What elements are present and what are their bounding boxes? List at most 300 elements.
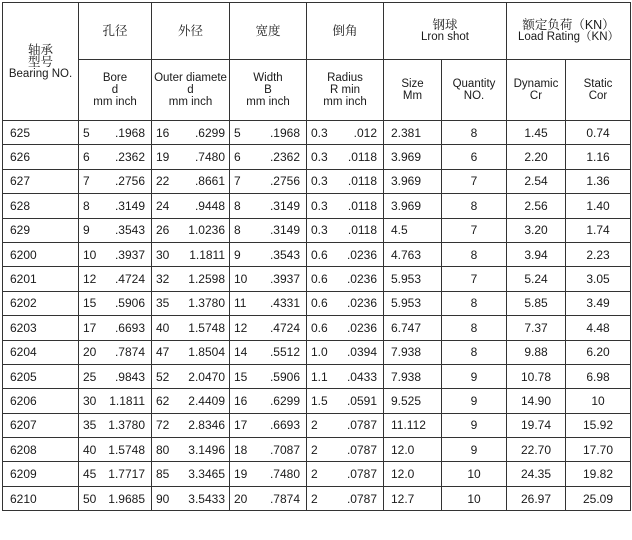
ball-quantity-cell: 8: [442, 291, 507, 315]
bore-cell-mm: 10: [83, 247, 97, 262]
outer-diameter-cell-inch: .6299: [194, 125, 225, 140]
outer-diameter-cell: [152, 145, 230, 169]
ball-quantity-cell: 8: [442, 316, 507, 340]
width-cell-mm: 5: [234, 125, 241, 140]
radius-cell-mm: 0.3: [311, 223, 328, 238]
bore-cell: [79, 169, 152, 193]
table-row: [3, 169, 631, 193]
outer-diameter-cell-inch: 2.4409: [188, 393, 225, 408]
width-cell: [230, 413, 307, 437]
outer-diameter-cell-inch: 1.1811: [189, 247, 225, 262]
radius-cell-mm: 0.3: [311, 174, 328, 189]
radius-cell: [307, 438, 384, 462]
radius-cell-inch: .0787: [346, 418, 377, 433]
width-cell-mm: 16: [234, 393, 248, 408]
bearing-no-cell: 628: [3, 194, 79, 218]
radius-cell-mm: 0.3: [311, 125, 328, 140]
width-cell: [230, 364, 307, 388]
header-load-en: Load Rating（KN）: [518, 31, 619, 43]
static-load-cell: 4.48: [566, 316, 631, 340]
outer-diameter-cell-mm: 40: [156, 320, 170, 335]
outer-diameter-cell-mm: 85: [156, 467, 170, 482]
ball-size-cell: 7.938: [384, 364, 442, 388]
outer-diameter-cell-inch: 2.8346: [188, 418, 225, 433]
header-radius-group: [307, 3, 384, 60]
outer-diameter-cell-inch: .7480: [194, 150, 225, 165]
ball-quantity-cell: 7: [442, 218, 507, 242]
outer-diameter-cell: [152, 267, 230, 291]
outer-diameter-cell: [152, 364, 230, 388]
width-cell: [230, 340, 307, 364]
bore-cell-mm: 25: [83, 369, 97, 384]
bearing-no-cell: 629: [3, 218, 79, 242]
width-cell-mm: 19: [234, 467, 248, 482]
width-cell-mm: 12: [234, 320, 248, 335]
width-cell: [230, 486, 307, 510]
table-row: [3, 462, 631, 486]
bearing-no-cell: 626: [3, 145, 79, 169]
outer-diameter-cell-mm: 32: [156, 272, 170, 287]
bore-cell-mm: 40: [83, 442, 97, 457]
table-row: [3, 267, 631, 291]
radius-cell: [307, 291, 384, 315]
ball-quantity-cell: 9: [442, 389, 507, 413]
outer-diameter-cell: [152, 316, 230, 340]
static-load-cell: 6.20: [566, 340, 631, 364]
bore-cell-mm: 17: [83, 320, 97, 335]
bearing-no-cell: 6207: [3, 413, 79, 437]
outer-diameter-cell: [152, 389, 230, 413]
header-width-l1: Width: [253, 72, 283, 84]
static-load-cell: 3.49: [566, 291, 631, 315]
table-row: [3, 291, 631, 315]
outer-diameter-cell: [152, 242, 230, 266]
static-load-cell: 6.98: [566, 364, 631, 388]
dynamic-load-cell: 14.90: [507, 389, 566, 413]
width-cell: [230, 145, 307, 169]
dynamic-load-cell: 26.97: [507, 486, 566, 510]
table-row: [3, 316, 631, 340]
outer-diameter-cell-inch: .9448: [194, 198, 225, 213]
table-row: [3, 413, 631, 437]
bore-cell: [79, 389, 152, 413]
outer-diameter-cell-inch: 1.8504: [188, 345, 225, 360]
outer-diameter-cell: [152, 486, 230, 510]
dynamic-load-cell: 10.78: [507, 364, 566, 388]
header-radius-l3: mm inch: [323, 96, 367, 108]
dynamic-load-cell: 19.74: [507, 413, 566, 437]
outer-diameter-cell-inch: 1.3780: [188, 296, 225, 311]
outer-diameter-cell-inch: 3.3465: [188, 467, 225, 482]
radius-cell: [307, 413, 384, 437]
header-outer-l2: d: [187, 84, 194, 96]
radius-cell-inch: .012: [353, 125, 377, 140]
radius-cell: [307, 486, 384, 510]
outer-diameter-cell-inch: 2.0470: [188, 369, 225, 384]
table-row: [3, 218, 631, 242]
ball-size-cell: 4.763: [384, 242, 442, 266]
ball-quantity-cell: 10: [442, 462, 507, 486]
bore-cell-mm: 35: [83, 418, 97, 433]
bore-cell: [79, 218, 152, 242]
ball-size-cell: 11.112: [384, 413, 442, 437]
ball-quantity-cell: 8: [442, 242, 507, 266]
header-outer-group: [152, 3, 230, 60]
radius-cell: [307, 389, 384, 413]
header-outer-l1: Outer diamete: [154, 72, 227, 84]
radius-cell: [307, 316, 384, 340]
header-bearing-zh2: 型号: [27, 54, 53, 69]
ball-quantity-cell: 9: [442, 364, 507, 388]
bearing-no-cell: 6200: [3, 242, 79, 266]
radius-cell-mm: 0.6: [311, 272, 328, 287]
static-load-cell: 1.74: [566, 218, 631, 242]
bore-cell-inch: .2756: [114, 174, 145, 189]
width-cell-inch: .4331: [269, 296, 300, 311]
dynamic-load-cell: 9.88: [507, 340, 566, 364]
header-quantity-l1: Quantity: [452, 78, 496, 90]
outer-diameter-cell: [152, 121, 230, 145]
width-cell: [230, 316, 307, 340]
header-ball-zh: 钢球: [432, 18, 458, 32]
width-cell-mm: 8: [234, 223, 241, 238]
dynamic-load-cell: 2.56: [507, 194, 566, 218]
header-quantity: [442, 60, 507, 121]
radius-cell-inch: .0236: [346, 272, 377, 287]
header-bearing-zh1: 轴承: [27, 42, 53, 57]
width-cell-inch: .7480: [269, 467, 300, 482]
radius-cell-mm: 2: [311, 467, 318, 482]
outer-diameter-cell-mm: 35: [156, 296, 170, 311]
outer-diameter-cell-inch: 3.1496: [188, 442, 225, 457]
bore-cell-mm: 5: [83, 125, 90, 140]
bore-cell: [79, 438, 152, 462]
header-ball-group: [384, 3, 507, 60]
radius-cell-inch: .0236: [346, 247, 377, 262]
bearing-no-cell: 625: [3, 121, 79, 145]
width-cell-mm: 8: [234, 198, 241, 213]
radius-cell-inch: .0236: [346, 296, 377, 311]
outer-diameter-cell-mm: 90: [156, 491, 170, 506]
table-row: [3, 194, 631, 218]
static-load-cell: 25.09: [566, 486, 631, 510]
header-size: [384, 60, 442, 121]
bore-cell: [79, 316, 152, 340]
static-load-cell: 1.36: [566, 169, 631, 193]
bore-cell-mm: 15: [83, 296, 97, 311]
ball-quantity-cell: 7: [442, 267, 507, 291]
ball-size-cell: 6.747: [384, 316, 442, 340]
width-cell-mm: 18: [234, 442, 248, 457]
header-width-group-label: 宽度: [255, 24, 281, 38]
bearing-no-cell: 6203: [3, 316, 79, 340]
header-outer-l3: mm inch: [168, 96, 213, 108]
dynamic-load-cell: 2.20: [507, 145, 566, 169]
header-width-l3: mm inch: [246, 96, 290, 108]
dynamic-load-cell: 24.35: [507, 462, 566, 486]
table-row: [3, 242, 631, 266]
bore-cell-mm: 8: [83, 198, 90, 213]
header-outer-group-label: 外径: [177, 24, 203, 38]
width-cell-inch: .3149: [269, 223, 300, 238]
outer-diameter-cell-inch: 3.5433: [188, 491, 225, 506]
static-load-cell: 0.74: [566, 121, 631, 145]
outer-diameter-cell: [152, 413, 230, 437]
bore-cell: [79, 121, 152, 145]
radius-cell-mm: 1.5: [311, 393, 328, 408]
bore-cell: [79, 340, 152, 364]
width-cell: [230, 267, 307, 291]
width-cell-inch: .5512: [269, 345, 300, 360]
radius-cell: [307, 169, 384, 193]
table-row: [3, 121, 631, 145]
bore-cell-mm: 12: [83, 272, 97, 287]
dynamic-load-cell: 5.85: [507, 291, 566, 315]
header-dynamic: [507, 60, 566, 121]
bore-cell: [79, 194, 152, 218]
bore-cell-inch: .2362: [114, 150, 145, 165]
bore-cell-inch: .3937: [114, 247, 145, 262]
radius-cell-inch: .0591: [346, 393, 377, 408]
header-bore: [79, 60, 152, 121]
bore-cell-mm: 50: [83, 491, 97, 506]
table-row: [3, 438, 631, 462]
width-cell: [230, 121, 307, 145]
outer-diameter-cell-mm: 16: [156, 125, 170, 140]
static-load-cell: 19.82: [566, 462, 631, 486]
width-cell: [230, 242, 307, 266]
ball-size-cell: 4.5: [384, 218, 442, 242]
width-cell: [230, 218, 307, 242]
outer-diameter-cell-mm: 72: [156, 418, 170, 433]
radius-cell-mm: 2: [311, 491, 318, 506]
table-body: [3, 121, 631, 511]
width-cell-inch: .2756: [269, 174, 300, 189]
bore-cell-inch: .4724: [114, 272, 145, 287]
radius-cell-inch: .0118: [347, 198, 377, 213]
radius-cell-mm: 0.6: [311, 247, 328, 262]
dynamic-load-cell: 2.54: [507, 169, 566, 193]
bore-cell-inch: 1.1811: [109, 393, 145, 408]
outer-diameter-cell-mm: 26: [156, 223, 170, 238]
header-radius-l2: R min: [329, 84, 361, 96]
bore-cell-inch: .7874: [114, 345, 145, 360]
outer-diameter-cell-mm: 22: [156, 174, 170, 189]
width-cell: [230, 389, 307, 413]
header-radius-l1: Radius: [327, 72, 363, 84]
bore-cell: [79, 145, 152, 169]
bore-cell-inch: .3149: [114, 198, 145, 213]
width-cell-inch: .7087: [269, 442, 300, 457]
bore-cell: [79, 486, 152, 510]
static-load-cell: 10: [566, 389, 631, 413]
dynamic-load-cell: 1.45: [507, 121, 566, 145]
radius-cell: [307, 364, 384, 388]
bore-cell-inch: 1.5748: [108, 442, 145, 457]
header-size-l2: Mm: [402, 90, 423, 102]
ball-quantity-cell: 6: [442, 145, 507, 169]
ball-size-cell: 3.969: [384, 194, 442, 218]
width-cell-inch: .3543: [269, 247, 300, 262]
outer-diameter-cell: [152, 291, 230, 315]
bore-cell-inch: .1968: [114, 125, 145, 140]
radius-cell-mm: 0.3: [311, 150, 328, 165]
outer-diameter-cell: [152, 194, 230, 218]
bearing-no-cell: 6204: [3, 340, 79, 364]
width-cell: [230, 169, 307, 193]
radius-cell: [307, 242, 384, 266]
static-load-cell: 17.70: [566, 438, 631, 462]
ball-quantity-cell: 8: [442, 121, 507, 145]
bore-cell-inch: .6693: [114, 320, 145, 335]
width-cell: [230, 291, 307, 315]
header-bearing-no: [3, 3, 79, 121]
radius-cell-mm: 2: [311, 418, 318, 433]
width-cell-mm: 14: [234, 345, 248, 360]
bore-cell-mm: 20: [83, 345, 97, 360]
radius-cell-mm: 1.0: [311, 345, 328, 360]
radius-cell-inch: .0787: [346, 491, 377, 506]
bore-cell-inch: 1.3780: [108, 418, 145, 433]
radius-cell: [307, 267, 384, 291]
header-size-l1: Size: [401, 78, 424, 90]
static-load-cell: 3.05: [566, 267, 631, 291]
radius-cell: [307, 194, 384, 218]
outer-diameter-cell-inch: 1.2598: [188, 272, 225, 287]
outer-diameter-cell: [152, 462, 230, 486]
radius-cell-inch: .0118: [347, 174, 377, 189]
header-radius-group-label: 倒角: [332, 24, 358, 38]
radius-cell-inch: .0236: [346, 320, 377, 335]
bearing-no-cell: 6210: [3, 486, 79, 510]
radius-cell: [307, 121, 384, 145]
radius-cell-mm: 0.6: [311, 320, 328, 335]
bearing-no-cell: 6209: [3, 462, 79, 486]
radius-cell-inch: .0433: [346, 369, 377, 384]
header-dynamic-l1: Dynamic: [513, 78, 559, 90]
header-bore-l2: d: [111, 84, 119, 96]
width-cell-inch: .4724: [269, 320, 300, 335]
width-cell-mm: 15: [234, 369, 248, 384]
outer-diameter-cell: [152, 169, 230, 193]
width-cell-inch: .2362: [269, 150, 300, 165]
radius-cell-inch: .0118: [347, 150, 377, 165]
bearing-no-cell: 6201: [3, 267, 79, 291]
bearing-no-cell: 6208: [3, 438, 79, 462]
header-load-zh: 额定负荷（KN）: [522, 18, 615, 32]
width-cell-inch: .3149: [269, 198, 300, 213]
bore-cell-inch: .9843: [114, 369, 145, 384]
width-cell-inch: .6299: [269, 393, 300, 408]
outer-diameter-cell-inch: .8661: [194, 174, 225, 189]
outer-diameter-cell: [152, 340, 230, 364]
radius-cell-inch: .0394: [346, 345, 377, 360]
bore-cell-inch: 1.7717: [108, 467, 145, 482]
header-ball-en: Lron shot: [421, 31, 469, 43]
ball-quantity-cell: 10: [442, 486, 507, 510]
dynamic-load-cell: 5.24: [507, 267, 566, 291]
width-cell-inch: .6693: [269, 418, 300, 433]
ball-size-cell: 12.0: [384, 438, 442, 462]
bore-cell-inch: .3543: [114, 223, 145, 238]
radius-cell: [307, 218, 384, 242]
radius-cell-inch: .0787: [346, 467, 377, 482]
header-outer: [152, 60, 230, 121]
dynamic-load-cell: 22.70: [507, 438, 566, 462]
width-cell-mm: 20: [234, 491, 248, 506]
radius-cell-inch: .0118: [347, 223, 377, 238]
ball-size-cell: 3.969: [384, 145, 442, 169]
header-width-l2: B: [264, 84, 272, 96]
bore-cell-mm: 30: [83, 393, 97, 408]
outer-diameter-cell: [152, 218, 230, 242]
width-cell-mm: 11: [234, 296, 247, 311]
width-cell-mm: 17: [234, 418, 248, 433]
ball-size-cell: 3.969: [384, 169, 442, 193]
width-cell-mm: 9: [234, 247, 241, 262]
bearing-no-cell: 6202: [3, 291, 79, 315]
header-quantity-l2: NO.: [463, 90, 485, 102]
width-cell-inch: .1968: [269, 125, 300, 140]
header-radius: [307, 60, 384, 121]
ball-size-cell: 5.953: [384, 291, 442, 315]
header-load-group: [507, 3, 631, 60]
table-row: [3, 145, 631, 169]
outer-diameter-cell-mm: 52: [156, 369, 170, 384]
bore-cell: [79, 364, 152, 388]
radius-cell-mm: 0.3: [311, 198, 328, 213]
outer-diameter-cell-mm: 30: [156, 247, 170, 262]
dynamic-load-cell: 7.37: [507, 316, 566, 340]
radius-cell-mm: 0.6: [311, 296, 328, 311]
dynamic-load-cell: 3.94: [507, 242, 566, 266]
header-static-l2: Cor: [588, 90, 608, 102]
table-row: [3, 389, 631, 413]
outer-diameter-cell-mm: 80: [156, 442, 170, 457]
outer-diameter-cell-mm: 24: [156, 198, 170, 213]
bore-cell-mm: 6: [83, 150, 90, 165]
width-cell-mm: 7: [234, 174, 241, 189]
ball-size-cell: 9.525: [384, 389, 442, 413]
bore-cell: [79, 413, 152, 437]
header-bearing-en: Bearing NO.: [8, 67, 73, 80]
ball-size-cell: 2.381: [384, 121, 442, 145]
table-row: [3, 340, 631, 364]
ball-quantity-cell: 9: [442, 438, 507, 462]
ball-size-cell: 5.953: [384, 267, 442, 291]
table-row: [3, 486, 631, 510]
outer-diameter-cell-mm: 19: [156, 150, 170, 165]
bearing-no-cell: 627: [3, 169, 79, 193]
width-cell-inch: .3937: [269, 272, 300, 287]
width-cell-mm: 6: [234, 150, 241, 165]
width-cell: [230, 194, 307, 218]
outer-diameter-cell: [152, 438, 230, 462]
bore-cell-mm: 9: [83, 223, 90, 238]
ball-quantity-cell: 7: [442, 169, 507, 193]
width-cell-inch: .5906: [269, 369, 300, 384]
radius-cell: [307, 340, 384, 364]
outer-diameter-cell-mm: 62: [156, 393, 170, 408]
radius-cell: [307, 462, 384, 486]
radius-cell: [307, 145, 384, 169]
width-cell: [230, 462, 307, 486]
bearing-spec-table: [2, 2, 631, 511]
width-cell-inch: .7874: [269, 491, 300, 506]
width-cell: [230, 438, 307, 462]
header-static-l1: Static: [583, 78, 613, 90]
header-width: [230, 60, 307, 121]
